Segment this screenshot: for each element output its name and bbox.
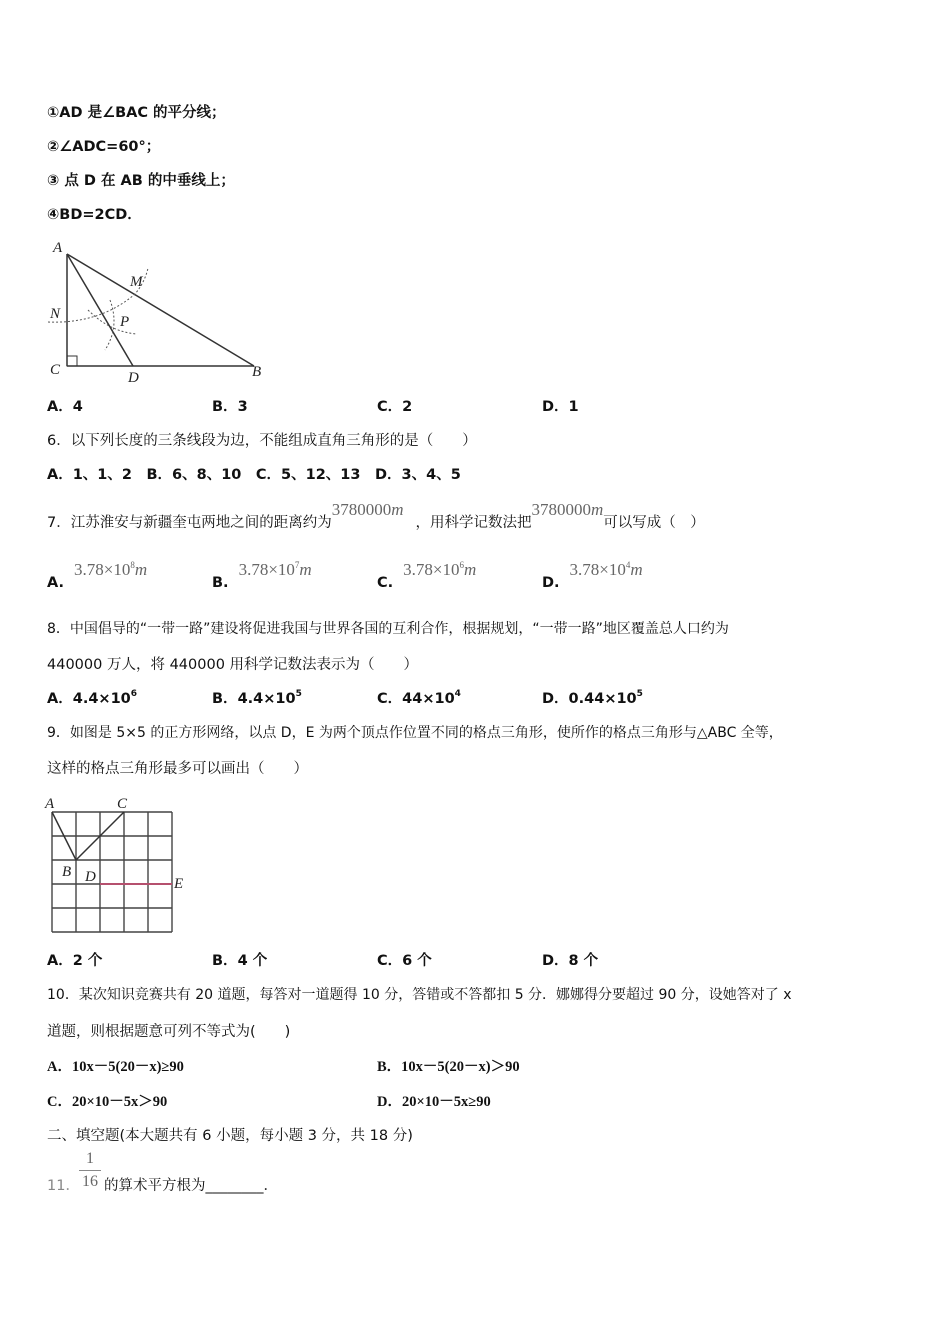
grid-label-D: D (85, 869, 96, 885)
label-P: P (120, 314, 130, 330)
q10-stem-line2: 道题，则根据题意可列不等式为( ) (47, 1024, 291, 1040)
q7-stem: 7．江苏淮安与新疆奎屯两地之间的距离约为3780000m，用科学记数法把3780000m可以写成（ ） (47, 500, 705, 531)
q9-stem-line2: 这样的格点三角形最多可以画出（ ） (47, 761, 308, 777)
grid-label-A: A (45, 796, 55, 812)
label-D: D (128, 370, 139, 386)
q8-option-d[interactable]: D．$0.44\times 10^5$ (542, 689, 643, 707)
q9-option-b[interactable]: B．4 个 (212, 953, 268, 969)
label-B: B (252, 364, 262, 380)
label-N: N (50, 306, 61, 322)
q8-stem-line2: 440000 万人，将 440000 用科学记数法表示为（ ） (47, 657, 419, 673)
q7-option-b[interactable]: $B.3.78\times 10^7m$ (212, 560, 312, 591)
statement-4: ④BD=2CD． (47, 207, 142, 223)
q11-stem: 的算术平方根为________． (104, 1178, 278, 1194)
q10-option-d[interactable]: D．20×10－5x≥90 (377, 1094, 491, 1110)
label-M: M (130, 274, 143, 290)
label-A: A (53, 240, 63, 256)
q8-option-b[interactable]: B．$4.4\times 10^5$ (212, 689, 302, 707)
q7-option-c[interactable]: $C.3.78\times 10^6m$ (377, 560, 477, 591)
q5-option-b[interactable]: B．3 (212, 399, 248, 415)
label-C: C (50, 362, 61, 378)
q9-stem-line1: 9．如图是 5×5 的正方形网络，以点 D，E 为两个顶点作位置不同的格点三角形，使所作的格点三角形与△ABC 全等， (47, 725, 783, 741)
q8-option-c[interactable]: C．$44\times 10^4$ (377, 689, 461, 707)
section-2-heading: 二、填空题(本大题共有 6 小题，每小题 3 分，共 18 分) (47, 1128, 413, 1144)
grid-5x5-figure (40, 792, 200, 937)
statement-1: ①AD 是∠BAC 的平分线； (47, 105, 226, 121)
q5-option-c[interactable]: C．2 (377, 399, 413, 415)
grid-label-B: B (62, 864, 72, 880)
grid-label-E: E (174, 876, 184, 892)
q7-option-a[interactable]: $A.3.78\times 10^8m$ (47, 560, 148, 591)
q9-option-c[interactable]: C．6 个 (377, 953, 432, 969)
q11-fraction: $\frac{1}{16}$ (79, 1150, 101, 1191)
q6-stem: 6．以下列长度的三条线段为边，不能组成直角三角形的是（ ） (47, 433, 477, 449)
grid-label-C: C (117, 796, 128, 812)
q8-option-a[interactable]: A．$4.4\times 10^6$ (47, 689, 138, 707)
statement-3: ③ 点 D 在 AB 的中垂线上； (47, 173, 235, 189)
q11-number: 11． (47, 1178, 80, 1194)
q10-option-c[interactable]: C．20×10－5x＞90 (47, 1094, 168, 1110)
q9-option-d[interactable]: D．8 个 (542, 953, 599, 969)
q5-option-d[interactable]: D．1 (542, 399, 579, 415)
q6-options[interactable]: A．1、1、2 B．6、8、10 C．5、12、13 D．3、4、5 (47, 467, 461, 483)
statement-2: ②∠ADC=60°； (47, 139, 161, 155)
q10-stem-line1: 10．某次知识竞赛共有 20 道题，每答对一道题得 10 分，答错或不答都扣 5 分．娜娜得分要超过 90 分，设她答对了 x (47, 987, 792, 1003)
q10-option-b[interactable]: B．10x－5(20－x)＞90 (377, 1059, 520, 1075)
q8-stem-line1: 8．中国倡导的“一带一路”建设将促进我国与世界各国的互利合作，根据规划，“一带一路”地区覆盖总人口约为 (47, 621, 729, 637)
q5-option-a[interactable]: A．4 (47, 399, 83, 415)
q10-option-a[interactable]: A．10x－5(20－x)≥90 (47, 1059, 184, 1075)
q7-option-d[interactable]: $D.3.78\times 10^4m$ (542, 560, 643, 591)
q9-option-a[interactable]: A．2 个 (47, 953, 103, 969)
triangle-angle-bisector-figure (40, 232, 280, 387)
